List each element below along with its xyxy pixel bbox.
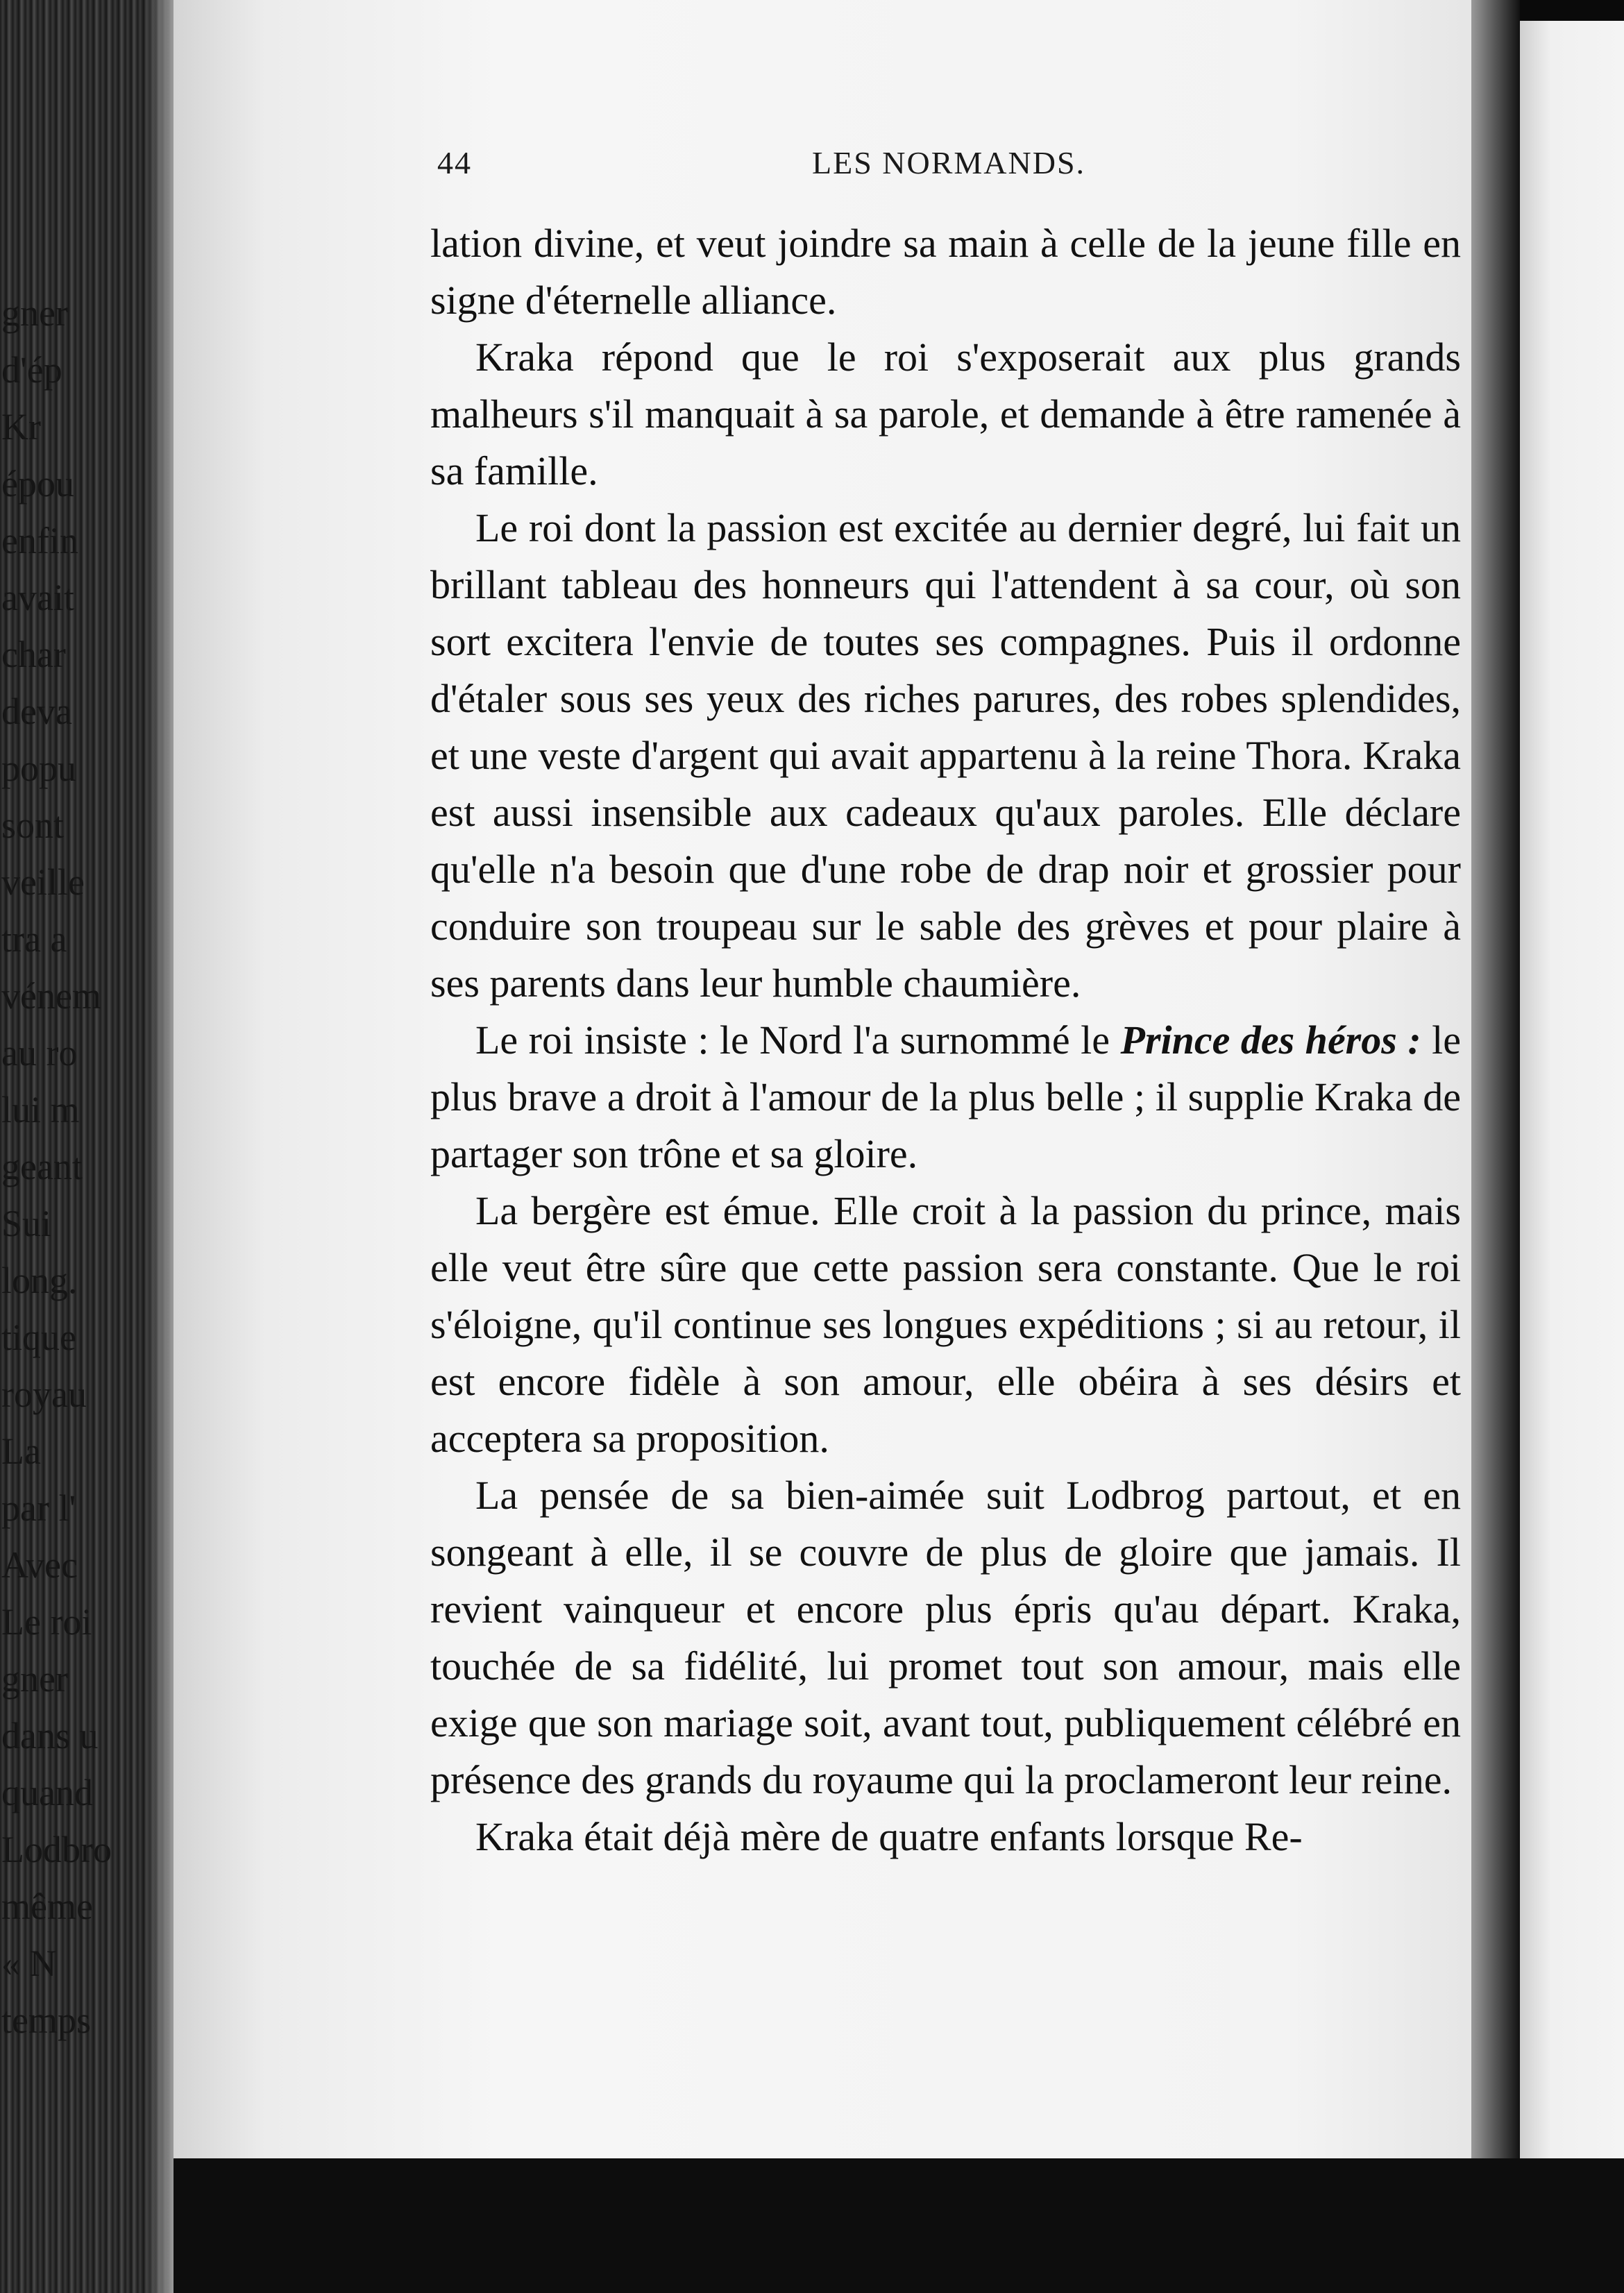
- facing-page-line: enfin: [1, 520, 78, 561]
- page-number: 44: [437, 145, 472, 180]
- facing-page-line: royau: [1, 1373, 87, 1415]
- page-header: [437, 144, 1464, 193]
- facing-page-line: au ro: [1, 1032, 78, 1074]
- running-head: LES NORMANDS.: [812, 145, 1086, 180]
- facing-page-line: La: [1, 1430, 41, 1472]
- facing-page-line: tra a: [1, 918, 67, 960]
- facing-page-line: quand: [1, 1772, 93, 1813]
- paragraph-text: Le roi insiste : le Nord l'a surnommé le: [475, 1017, 1121, 1063]
- emphasized-text: Prince des héros :: [1120, 1017, 1421, 1063]
- facing-page-line: Kr: [1, 406, 41, 448]
- facing-page-line: deva: [1, 691, 72, 732]
- facing-page-line: long.: [1, 1260, 78, 1301]
- body-text: [430, 215, 1461, 1865]
- facing-page-line: dans u: [1, 1715, 99, 1757]
- facing-page-line: Avec: [1, 1544, 78, 1586]
- scan-bottom-edge: [174, 2158, 1624, 2293]
- paragraph: Le roi dont la passion est excitée au dernier degré, lui fait un brillant tableau des honneurs qui l'attendent à sa cour, où son sort excitera l'envie de toutes ses compagnes. Puis il ordonne d'étaler sous ses yeux des riches parures, des robes splendides, et une veste d'argent qui avait appartenu à la reine Thora. Kraka est aussi insensible aux cadeaux qu'aux paroles. Elle déclare qu'elle n'a besoin que d'une robe de drap noir et grossier pour conduire son troupeau sur le sable des grèves et pour plaire à ses parents dans leur humble chaumière.: [430, 505, 1461, 1006]
- facing-page-line: épou: [1, 463, 74, 505]
- facing-page-line: popu: [1, 747, 76, 789]
- gutter-shadow: [1471, 0, 1520, 2158]
- facing-page: [1520, 21, 1624, 2158]
- facing-page-line: Lodbro: [1, 1829, 112, 1870]
- facing-page-line: vénem: [1, 975, 101, 1017]
- facing-page-line: Sui: [1, 1203, 52, 1244]
- facing-page-line: Le roi: [1, 1601, 92, 1643]
- facing-page-line: avait: [1, 577, 74, 618]
- paragraph: lation divine, et veut joindre sa main à celle de la jeune fille en signe d'éternelle alliance.: [430, 221, 1461, 323]
- facing-page-line: gner: [1, 1658, 68, 1700]
- facing-page-line: sont: [1, 804, 65, 846]
- facing-page-line: geant: [1, 1146, 83, 1187]
- paragraph: La pensée de sa bien-aimée suit Lodbrog partout, et en songeant à elle, il se couvre de plus de gloire que jamais. Il revient vainqueur et encore plus épris qu'au départ. Kraka, touchée de sa fidélité, lui promet tout son amour, mais elle exige que son mariage soit, avant tout, publiquement célébré en présence des grands du royaume qui la proclameront leur reine.: [430, 1473, 1461, 1802]
- paragraph: La bergère est émue. Elle croit à la passion du prince, mais elle veut être sûre que cette passion sera constante. Que le roi s'éloigne, qu'il continue ses longues expéditions ; si au retour, il est encore fidèle à son amour, elle obéira à ses désirs et acceptera sa proposition.: [430, 1188, 1461, 1461]
- paragraph: Kraka était déjà mère de quatre enfants lorsque Re-: [475, 1814, 1303, 1859]
- facing-page-line: gner: [1, 292, 68, 334]
- facing-page-line: char: [1, 634, 66, 675]
- paragraph-text: le plus brave a droit à l'amour de la plus belle ; il supplie Kraka de partager son trône et sa gloire.: [430, 1017, 1461, 1176]
- facing-page-line: temps: [1, 1999, 91, 2041]
- facing-page-line: même: [1, 1886, 93, 1927]
- facing-page-line: « N: [1, 1943, 57, 1984]
- facing-page-line: par l': [1, 1487, 76, 1529]
- facing-page-line: lui m: [1, 1089, 80, 1131]
- paragraph: [430, 1012, 1461, 1183]
- facing-page-line: veille: [1, 861, 85, 903]
- facing-page-line: tique: [1, 1317, 76, 1358]
- paragraph: Kraka répond que le roi s'exposerait aux plus grands malheurs s'il manquait à sa parole, et demande à être ramenée à sa famille.: [430, 335, 1461, 493]
- facing-page-text: [1, 285, 279, 2049]
- facing-page-line: d'ép: [1, 349, 62, 391]
